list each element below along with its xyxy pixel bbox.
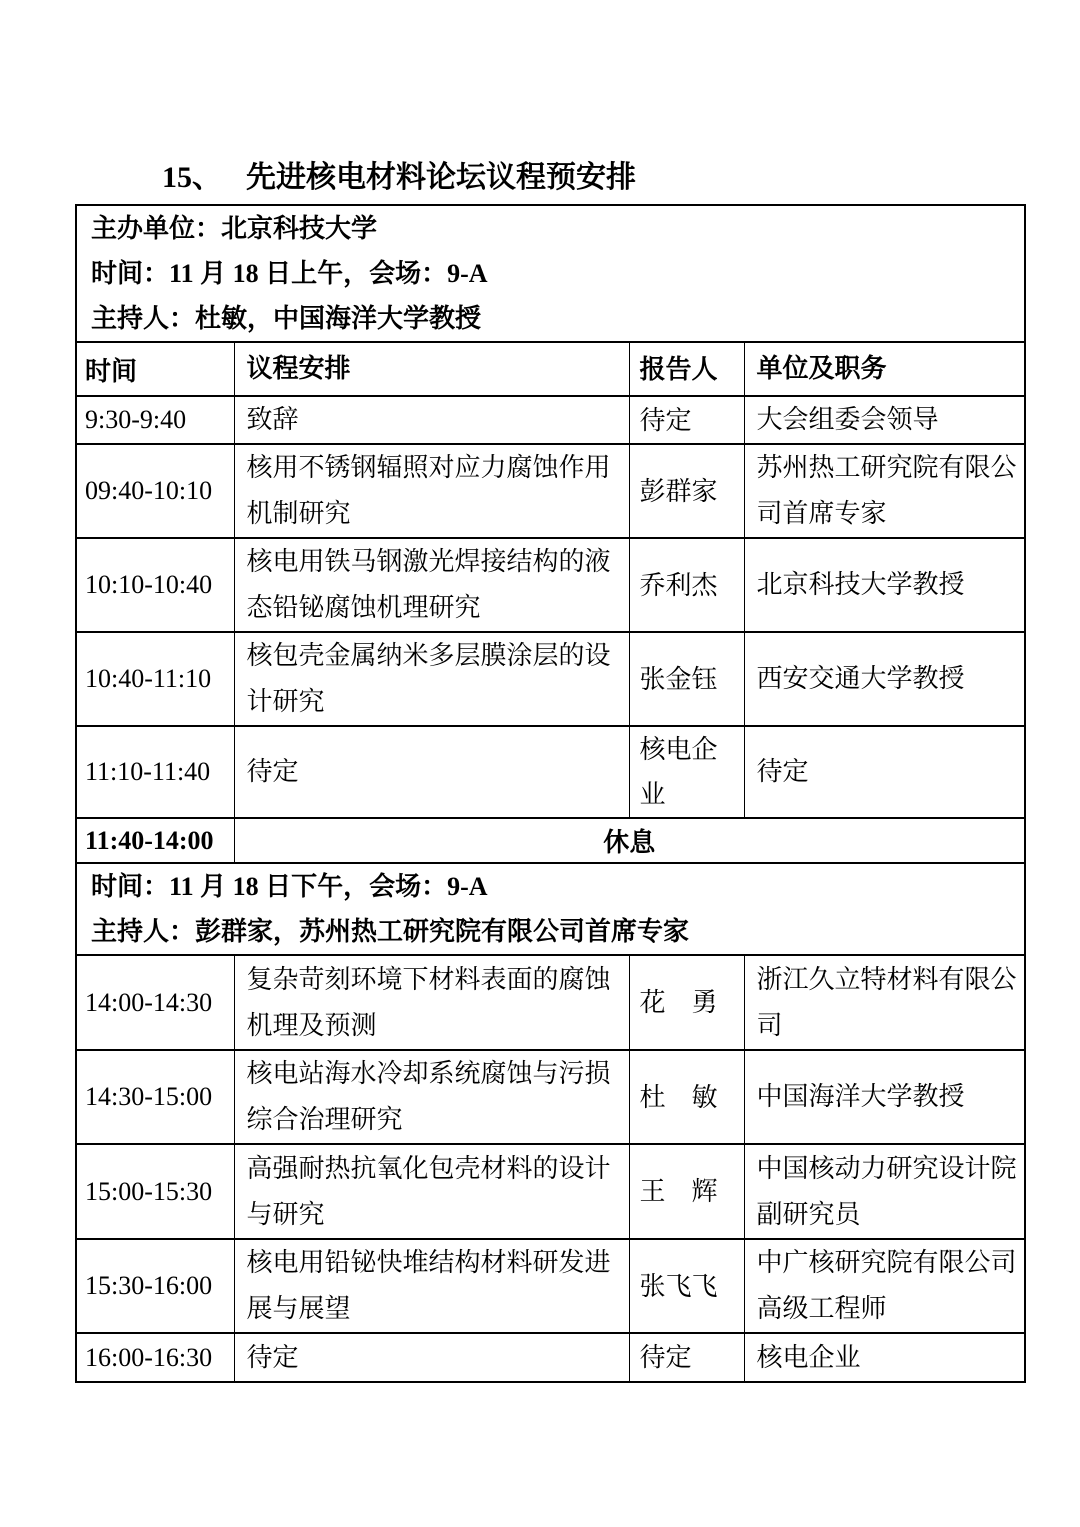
affiliation-cell: 西安交通大学教授 xyxy=(744,632,1025,726)
table-row xyxy=(76,444,1025,538)
agenda-cell: 高强耐热抗氧化包壳材料的设计与研究 xyxy=(234,1144,629,1239)
affiliation-cell: 浙江久立特材料有限公司 xyxy=(744,955,1025,1050)
time-cell: 11:10-11:40 xyxy=(76,726,234,818)
table-row xyxy=(76,1144,1025,1239)
time-cell: 15:00-15:30 xyxy=(76,1144,234,1239)
morning-host-line: 主持人：杜敏，中国海洋大学教授 xyxy=(91,304,482,333)
afternoon-host-line: 主持人：彭群家，苏州热工研究院有限公司首席专家 xyxy=(91,917,690,946)
agenda-cell: 复杂苛刻环境下材料表面的腐蚀机理及预测 xyxy=(234,955,629,1050)
table-row xyxy=(76,538,1025,632)
affiliation-cell: 核电企业 xyxy=(744,1333,1025,1382)
morning-session-header-row xyxy=(76,205,1025,342)
time-cell: 14:30-15:00 xyxy=(76,1050,234,1144)
agenda-cell: 核电站海水冷却系统腐蚀与污损综合治理研究 xyxy=(234,1050,629,1144)
time-cell: 10:10-10:40 xyxy=(76,538,234,632)
afternoon-session-header-row xyxy=(76,863,1025,955)
header-time: 时间 xyxy=(76,342,234,396)
speaker-cell: 待定 xyxy=(629,1333,744,1382)
agenda-cell: 致辞 xyxy=(234,396,629,444)
speaker-cell: 杜 敏 xyxy=(629,1050,744,1144)
break-time-cell: 11:40-14:00 xyxy=(76,818,234,863)
organizer-line: 主办单位：北京科技大学 xyxy=(91,214,378,243)
time-cell: 15:30-16:00 xyxy=(76,1239,234,1333)
time-cell: 10:40-11:10 xyxy=(76,632,234,726)
header-affiliation: 单位及职务 xyxy=(744,342,1025,396)
break-row xyxy=(76,818,1025,863)
afternoon-time-line: 时间：11 月 18 日下午，会场：9-A xyxy=(91,872,488,901)
header-speaker: 报告人 xyxy=(629,342,744,396)
table-row xyxy=(76,632,1025,726)
affiliation-cell: 中国海洋大学教授 xyxy=(744,1050,1025,1144)
speaker-cell: 张飞飞 xyxy=(629,1239,744,1333)
agenda-cell: 核电用铅铋快堆结构材料研发进展与展望 xyxy=(234,1239,629,1333)
agenda-cell: 待定 xyxy=(234,1333,629,1382)
header-agenda: 议程安排 xyxy=(234,342,629,396)
afternoon-session-info xyxy=(76,863,1025,955)
morning-time-line: 时间：11 月 18 日上午，会场：9-A xyxy=(91,259,488,288)
affiliation-cell: 中广核研究院有限公司高级工程师 xyxy=(744,1239,1025,1333)
time-cell: 16:00-16:30 xyxy=(76,1333,234,1382)
time-cell: 9:30-9:40 xyxy=(76,396,234,444)
table-row xyxy=(76,1239,1025,1333)
affiliation-cell: 苏州热工研究院有限公司首席专家 xyxy=(744,444,1025,538)
time-cell: 09:40-10:10 xyxy=(76,444,234,538)
break-label-cell: 休息 xyxy=(234,818,1025,863)
affiliation-cell: 中国核动力研究设计院副研究员 xyxy=(744,1144,1025,1239)
agenda-cell: 待定 xyxy=(234,726,629,818)
table-header-row xyxy=(76,342,1025,396)
time-cell: 14:00-14:30 xyxy=(76,955,234,1050)
agenda-cell: 核用不锈钢辐照对应力腐蚀作用机制研究 xyxy=(234,444,629,538)
agenda-cell: 核包壳金属纳米多层膜涂层的设计研究 xyxy=(234,632,629,726)
speaker-cell: 王 辉 xyxy=(629,1144,744,1239)
title-text: 先进核电材料论坛议程预安排 xyxy=(246,161,636,194)
table-row xyxy=(76,396,1025,444)
speaker-cell: 花 勇 xyxy=(629,955,744,1050)
speaker-cell: 彭群家 xyxy=(629,444,744,538)
table-row xyxy=(76,726,1025,818)
document-title xyxy=(0,0,1080,198)
affiliation-cell: 北京科技大学教授 xyxy=(744,538,1025,632)
agenda-cell: 核电用铁马钢激光焊接结构的液态铅铋腐蚀机理研究 xyxy=(234,538,629,632)
title-number: 15、 xyxy=(162,161,222,194)
speaker-cell: 张金钰 xyxy=(629,632,744,726)
speaker-cell: 乔利杰 xyxy=(629,538,744,632)
affiliation-cell: 大会组委会领导 xyxy=(744,396,1025,444)
table-row xyxy=(76,1050,1025,1144)
affiliation-cell: 待定 xyxy=(744,726,1025,818)
table-row xyxy=(76,1333,1025,1382)
table-row xyxy=(76,955,1025,1050)
agenda-table xyxy=(75,204,1026,1383)
speaker-cell: 核电企业 xyxy=(629,726,744,818)
speaker-cell: 待定 xyxy=(629,396,744,444)
morning-session-info xyxy=(76,205,1025,342)
